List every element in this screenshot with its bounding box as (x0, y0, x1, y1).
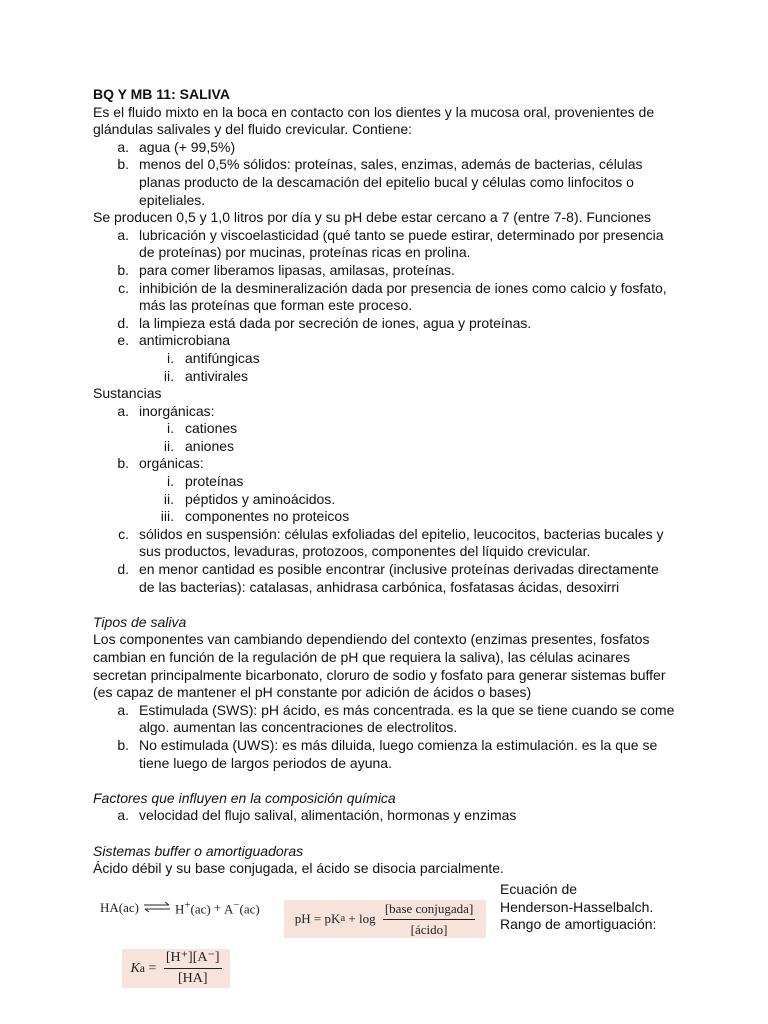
sub-list-item (93, 368, 678, 386)
list-text: en menor cantidad es posible encontrar (inclusive proteínas derivadas directamente de las bacterias): catalasas, anhidrasa carbónica, fosfatasas ácidas, desoxirri (139, 561, 659, 595)
side-note-line: Henderson-Hasselbalch. (500, 898, 654, 915)
h-state: (ac) (190, 901, 211, 917)
types-paragraph: Los componentes van cambiando dependiendo del contexto (enzimas presentes, fosfatos cambian en función de la regulación de pH que requiera la saliva), las células acinares secretan principalmente bicarbonato, cloruro de sodio y fosfato para generar sistemas buffer (es capaz de mantener el pH constante por adición de ácidos o bases) (93, 631, 666, 701)
list-item (93, 315, 678, 333)
list-marker: c. (118, 279, 129, 296)
formula-area (0, 878, 768, 1024)
list-text: agua (+ 99,5%) (139, 138, 236, 155)
hh-numerator: [base conjugada] (383, 900, 475, 920)
side-note-line: Ecuación de (500, 881, 578, 897)
list-item (93, 156, 678, 209)
hh-sub: a (340, 912, 346, 925)
ka-numerator: [H⁺][A⁻] (164, 949, 222, 969)
ka-symbol: K (130, 960, 140, 976)
list-item (93, 807, 678, 825)
list-marker: ii. (163, 437, 174, 454)
list-text: sólidos en suspensión: células exfoliadas del epitelio, leucocitos, bacterias bucales y sus productos, levaduras, protozoos, componentes del líquido crevicular. (139, 525, 664, 560)
sub-list-item (93, 508, 678, 526)
equation-plus: + (213, 899, 222, 915)
list-text: velocidad del flujo salival, alimentación, hormonas y enzimas (139, 807, 517, 824)
equation-a (224, 897, 260, 918)
buffer-heading: Sistemas buffer o amortiguadoras (93, 842, 304, 859)
list-marker: i. (167, 349, 174, 366)
henderson-hasselbalch-formula (284, 900, 486, 938)
list-marker: b. (117, 261, 129, 278)
sub-list-item (93, 491, 678, 509)
list-marker: i. (167, 473, 174, 490)
list-text: No estimulada (UWS): es más diluida, luego comienza la estimulación. es la que se tiene luego de largos periodos de ayuna. (139, 736, 658, 771)
hh-mid: + log (345, 911, 379, 927)
equation-lhs: HA(ac) (100, 899, 139, 915)
a-state: (ac) (239, 901, 260, 917)
list-item (93, 262, 678, 280)
list-text: cationes (185, 420, 238, 437)
list-marker: a. (117, 226, 129, 243)
list-text: proteínas (185, 473, 244, 490)
list-marker: b. (117, 156, 129, 173)
blank-line (93, 596, 678, 614)
list-marker: ii. (163, 490, 174, 507)
list-marker: d. (117, 314, 129, 331)
list-text: Estimulada (SWS): pH ácido, es más concentrada. es la que se tiene cuando se come algo. aumentan las concentraciones de electrolitos. (139, 701, 675, 736)
ka-sub: a (139, 961, 145, 975)
list-marker: d. (117, 561, 129, 578)
list-marker: c. (118, 525, 129, 542)
blank-line (93, 825, 678, 843)
list-text: antimicrobiana (139, 332, 231, 349)
hh-lhs: pH = pK (294, 911, 341, 927)
buffer-paragraph: Ácido débil y su base conjugada, el ácido se disocia parcialmente. (93, 860, 504, 877)
a-charge: − (233, 899, 240, 911)
list-text: inorgánicas: (139, 402, 215, 419)
list-text: lubricación y viscoelasticidad (qué tanto se puede estirar, determinado por presencia de proteínas) por mucinas, proteínas ricas en prolina. (139, 226, 664, 261)
list-item (93, 139, 678, 157)
sub-list-item (93, 438, 678, 456)
list-text: antivirales (185, 367, 249, 384)
document-content (93, 86, 678, 878)
list-text: péptidos y aminoácidos. (185, 490, 336, 507)
list-text: para comer liberamos lipasas, amilasas, proteínas. (139, 261, 455, 278)
list-item (93, 526, 678, 561)
list-marker: e. (117, 332, 129, 349)
list-item (93, 702, 678, 737)
substances-label: Sustancias (93, 385, 162, 402)
list-marker: b. (117, 455, 129, 472)
list-marker: a. (117, 138, 129, 155)
list-text: antifúngicas (185, 349, 260, 366)
list-item (93, 455, 678, 473)
hh-denominator: [ácido] (410, 921, 448, 937)
list-text: componentes no proteicos (185, 508, 350, 525)
side-note-line: Rango de amortiguación: (500, 916, 657, 933)
equation-h (175, 897, 211, 918)
list-text: aniones (185, 437, 235, 454)
hh-fraction (383, 900, 475, 938)
list-text: la limpieza está dada por secreción de iones, agua y proteínas. (139, 314, 532, 331)
list-marker: b. (117, 736, 129, 753)
document-title: BQ Y MB 11: SALIVA (93, 86, 230, 102)
list-marker: a. (117, 402, 129, 419)
dissociation-equation (100, 897, 260, 918)
list-marker: ii. (163, 367, 174, 384)
blank-line (93, 772, 678, 790)
list-item (93, 403, 678, 421)
production-paragraph: Se producen 0,5 y 1,0 litros por día y su pH debe estar cercano a 7 (entre 7-8). Funciones (93, 209, 651, 226)
h-symbol: H (174, 901, 185, 917)
list-item (93, 280, 678, 315)
equilibrium-arrows-icon (142, 901, 172, 913)
list-item (93, 737, 678, 772)
sub-list-item (93, 350, 678, 368)
ka-formula (122, 949, 230, 988)
types-heading: Tipos de saliva (93, 613, 187, 630)
ka-denominator: [HA] (177, 971, 208, 986)
list-text: inhibición de la desmineralización dada por presencia de iones como calcio y fosfato, más las proteínas que forman este proceso. (139, 279, 667, 314)
side-notes (500, 881, 700, 934)
list-marker: a. (117, 807, 129, 824)
list-marker: i. (167, 420, 174, 437)
ka-eq: = (144, 960, 160, 976)
list-marker: iii. (160, 508, 174, 525)
list-marker: a. (117, 701, 129, 718)
list-item (93, 332, 678, 350)
h-charge: + (184, 899, 191, 911)
factors-heading: Factores que influyen en la composición química (93, 789, 396, 806)
list-item (93, 227, 678, 262)
intro-paragraph: Es el fluido mixto en la boca en contacto con los dientes y la mucosa oral, provenientes de glándulas salivales y del fluido crevicular. Contiene: (93, 103, 655, 138)
sub-list-item (93, 473, 678, 491)
a-symbol: A (224, 901, 234, 917)
list-text: menos del 0,5% sólidos: proteínas, sales, enzimas, además de bacterias, células planas producto de la descamación del epitelio bucal y células como linfocitos o epiteliales. (139, 156, 643, 208)
list-item (93, 561, 678, 596)
ka-fraction (164, 949, 222, 987)
list-text: orgánicas: (139, 455, 204, 472)
sub-list-item (93, 420, 678, 438)
